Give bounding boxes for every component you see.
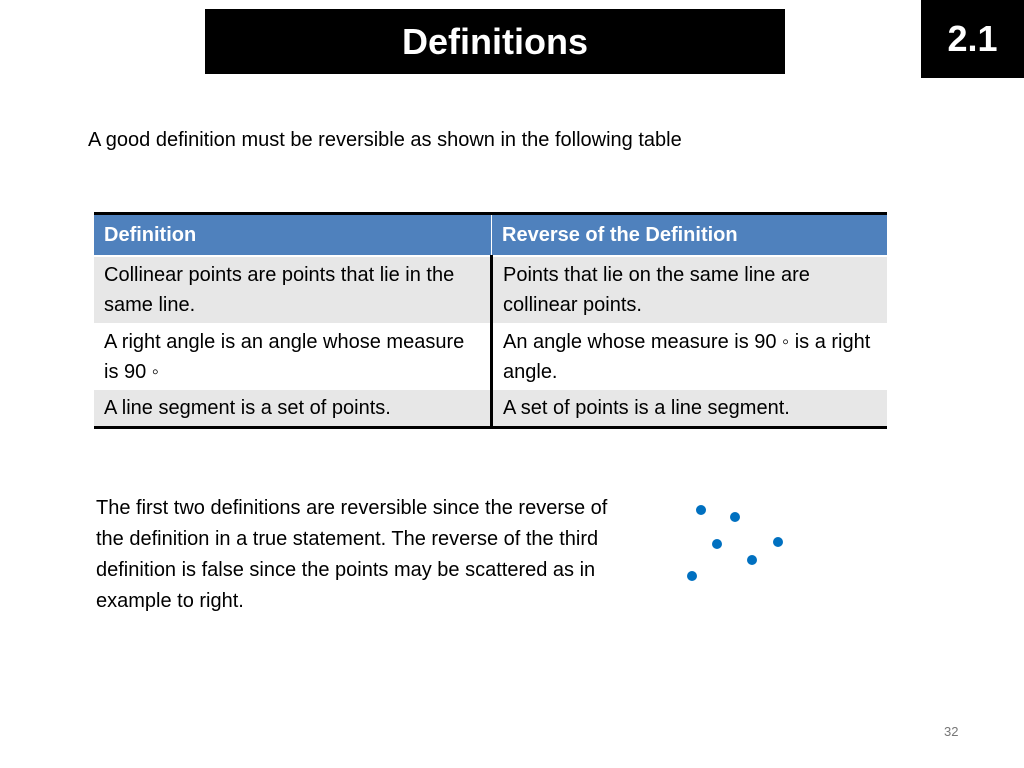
scatter-point xyxy=(687,571,697,581)
explanation-text: The first two definitions are reversible since the reverse of the definition in a true statement. The reverse of the third definition is false since the points may be scattered as in example to right. xyxy=(96,497,608,612)
intro-text: A good definition must be reversible as shown in the following table xyxy=(88,129,682,151)
scatter-point xyxy=(696,505,706,515)
scatter-point xyxy=(730,512,740,522)
table-cell: A right angle is an angle whose measure is 90 ◦ xyxy=(94,324,492,391)
table-row xyxy=(94,390,887,428)
definitions-table xyxy=(94,212,887,429)
table-header-row xyxy=(94,214,887,257)
slide-title: Definitions xyxy=(205,9,785,74)
table-cell: Points that lie on the same line are collinear points. xyxy=(492,256,888,324)
page-number: 32 xyxy=(944,724,959,739)
section-number-badge: 2.1 xyxy=(921,0,1024,78)
table-cell: A set of points is a line segment. xyxy=(492,390,888,428)
scatter-point xyxy=(712,539,722,549)
scatter-point xyxy=(773,537,783,547)
scattered-points-illustration xyxy=(670,490,800,600)
table-cell: An angle whose measure is 90 ◦ is a right angle. xyxy=(492,324,888,391)
scatter-point xyxy=(747,555,757,565)
table-row xyxy=(94,324,887,391)
table-cell: A line segment is a set of points. xyxy=(94,390,492,428)
table-row xyxy=(94,256,887,324)
table-cell: Collinear points are points that lie in the same line. xyxy=(94,256,492,324)
header-definition: Definition xyxy=(94,214,492,257)
header-reverse: Reverse of the Definition xyxy=(492,214,888,257)
